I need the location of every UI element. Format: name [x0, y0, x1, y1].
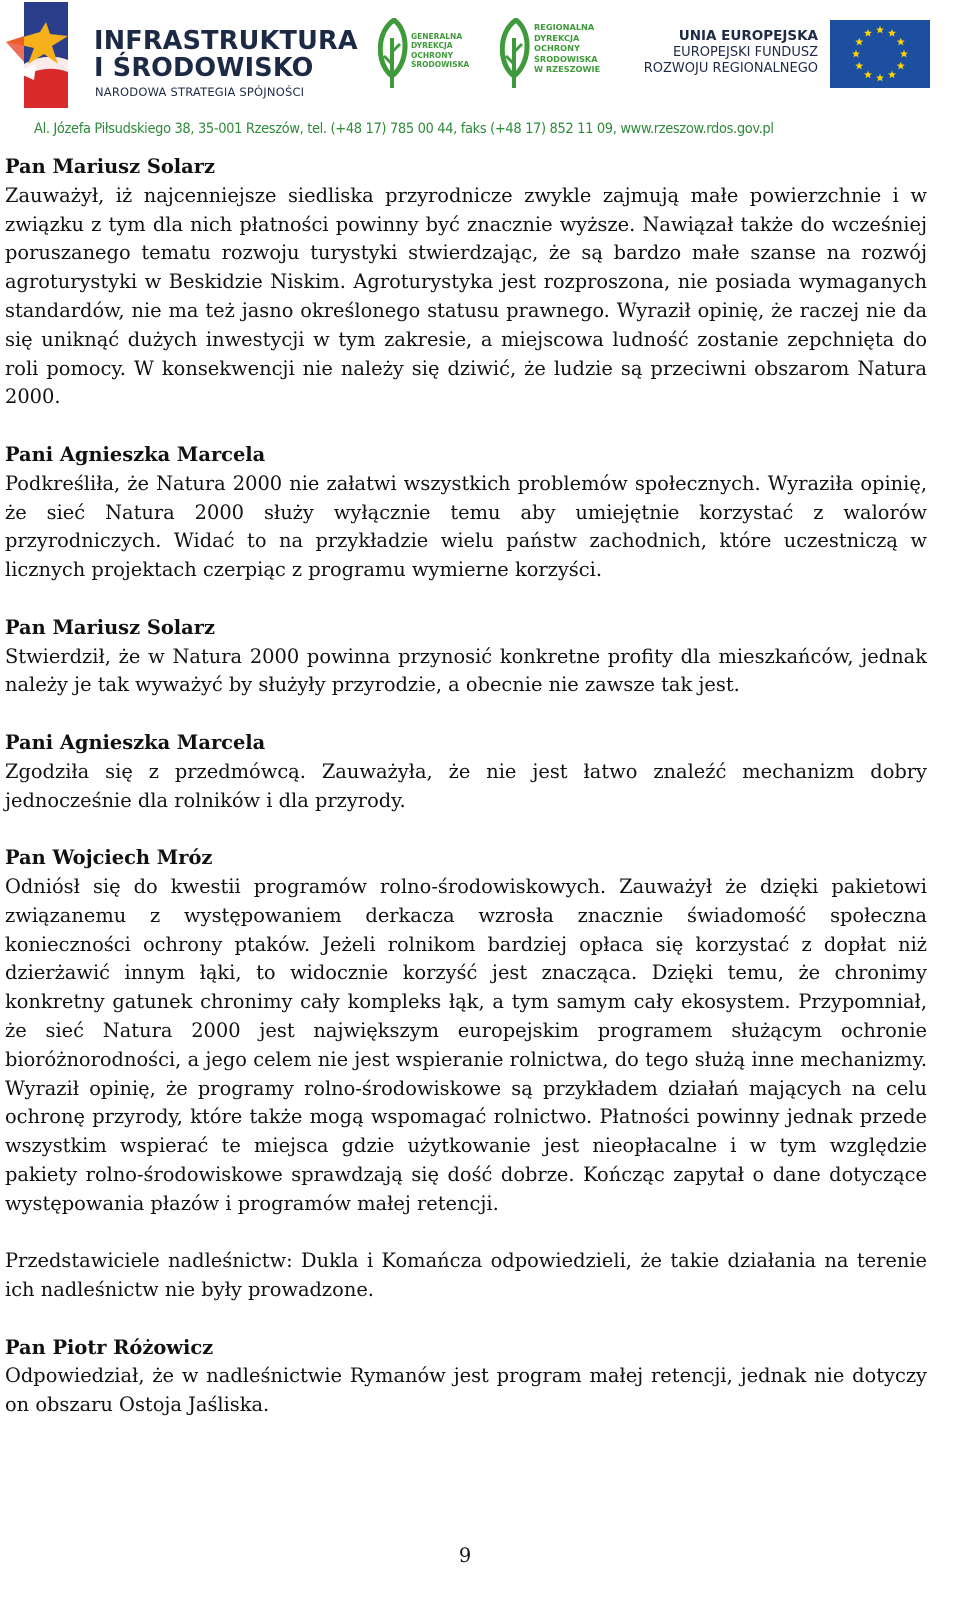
rdos-logo: [500, 18, 600, 94]
gdos-logo: [378, 18, 470, 94]
eu-logo-text: [644, 28, 818, 77]
rdos-line: OCHRONY: [534, 43, 580, 54]
eu-line-1: UNIA EUROPEJSKA: [678, 28, 818, 44]
rdos-line: W RZESZOWIE: [534, 64, 601, 75]
speaker-name: Pan Piotr Różowicz: [5, 1335, 214, 1359]
rdos-logo-text: [534, 22, 600, 75]
statement-text: Przedstawiciele nadleśnictw: Dukla i Komańcza odpowiedzieli, że takie działania na terenie ich nadleśnictw nie były prowadzone.: [5, 1249, 927, 1302]
statement-block: [5, 441, 927, 585]
statement-block: [5, 729, 927, 815]
speaker-name: Pani Agnieszka Marcela: [5, 442, 266, 466]
letterhead: [0, 0, 960, 150]
gdos-line: OCHRONY: [411, 50, 454, 60]
speaker-name: Pan Mariusz Solarz: [5, 615, 215, 639]
statement-text: Zgodziła się z przedmówcą. Zauważyła, że nie jest łatwo znaleźć mechanizm dobry jednocześnie dla rolników i dla przyrody.: [5, 759, 927, 812]
eu-line-2: EUROPEJSKI FUNDUSZ: [672, 45, 818, 60]
speaker-name: Pani Agnieszka Marcela: [5, 730, 266, 754]
statement-block: [5, 1334, 927, 1420]
gdos-line: DYREKCJA: [411, 41, 453, 51]
ir-logo-subtitle: NARODOWA STRATEGIA SPÓJNOŚCI: [95, 85, 305, 99]
ir-logo-title: [94, 28, 358, 82]
eu-line-3: ROZWOJU REGIONALNEGO: [643, 61, 818, 76]
address-line: Al. Józefa Piłsudskiego 38, 35-001 Rzeszów, tel. (+48 17) 785 00 44, faks (+48 17) 852 11 09, www.rzeszow.rdos.gov.pl: [34, 121, 774, 137]
statement-block: [5, 153, 927, 412]
ir-title-line1: INFRASTRUKTURA: [94, 26, 358, 56]
statement-block: [5, 844, 927, 1218]
gdos-logo-text: [411, 32, 469, 70]
leaf-icon: [378, 18, 410, 90]
eu-flag-icon: [830, 20, 930, 88]
rdos-line: REGIONALNA: [534, 22, 595, 32]
gdos-line: GENERALNA: [411, 32, 463, 41]
statement-block: [5, 1247, 927, 1305]
rdos-line: ŚRODOWISKA: [534, 53, 598, 64]
colored-flag-icon: [6, 2, 78, 108]
meeting-minutes-body: [5, 153, 927, 1449]
statement-text: Zauważył, iż najcenniejsze siedliska przyrodnicze zwykle zajmują małe powierzchnie i w związku z tym dla nich płatności powinny być znacznie wyższe. Nawiązał także do wcześniej poruszanego tematu rozwoju turystyki stwierdzając, że są bardzo małe szanse na rozwój agroturystyki w Beskidzie Niskim. Agroturystyka jest rozproszona, nie posiada wymaganych standardów, nie ma też jasno określonego statusu prawnego. Wyraził opinię, że raczej nie da się uniknąć dużych inwestycji w tym zakresie, a miejscowa ludność zostanie zepchnięta do roli pomocy. W konsekwencji nie należy się dziwić, że ludzie są przeciwni obszarom Natura 2000.: [5, 183, 927, 409]
statement-text: Odpowiedział, że w nadleśnictwie Rymanów jest program małej retencji, jednak nie dotyczy on obszaru Ostoja Jaśliska.: [5, 1364, 927, 1417]
statement-text: Podkreśliła, że Natura 2000 nie załatwi wszystkich problemów społecznych. Wyraziła opinię, że sieć Natura 2000 służy wyłącznie temu aby umiejętnie korzystać z walorów przyrodniczych. Widać to na przykładzie wielu państw zachodnich, które uczestniczą w licznych projektach czerpiąc z programu wymierne korzyści.: [5, 471, 927, 582]
page-number: 9: [458, 1544, 472, 1567]
statement-text: Stwierdził, że w Natura 2000 powinna przynosić konkretne profity dla mieszkańców, jednak należy je tak wyważyć by służyły przyrodzie, a obecnie nie zawsze tak jest.: [5, 644, 927, 697]
eu-logo: [640, 18, 930, 98]
speaker-name: Pan Mariusz Solarz: [5, 155, 215, 178]
ir-title-line2: I ŚRODOWISKO: [94, 53, 314, 83]
statement-text: Odniósł się do kwestii programów rolno-środowiskowych. Zauważył że dzięki pakietowi związanemu z występowaniem derkacza wzrosła znacznie świadomość społeczna konieczności ochrony ptaków. Jeżeli rolnikom bardziej opłaca się korzystać z dopłat niż dzierżawić innym łąki, to widocznie korzyść jest znacząca. Dzięki temu, że chronimy konkretny gatunek chronimy cały kompleks łąk, a tym samym cały ekosystem. Przypomniał, że sieć Natura 2000 jest największym europejskim programem służącym ochronie bioróżnorodności, a jego celem nie jest wspieranie rolnictwa, do tego służą inne mechanizmy. Wyraził opinię, że programy rolno-środowiskowe są przykładem działań mających na celu ochronę przyrody, które także mogą wspomagać rolnictwo. Płatności powinny jednak przede wszystkim wspierać te miejsca gdzie użytkowanie jest nieopłacalne i w tym względzie pakiety rolno-środowiskowe sprawdzają się dość dobrze. Kończąc zapytał o dane dotyczące występowania płazów i programów małej retencji.: [5, 874, 927, 1215]
statement-block: [5, 614, 927, 700]
infrastruktura-srodowisko-logo: [6, 2, 358, 110]
gdos-line: ŚRODOWISKA: [411, 60, 470, 70]
rdos-line: DYREKCJA: [534, 32, 580, 43]
leaf-icon: [500, 18, 532, 90]
speaker-name: Pan Wojciech Mróz: [5, 846, 213, 870]
